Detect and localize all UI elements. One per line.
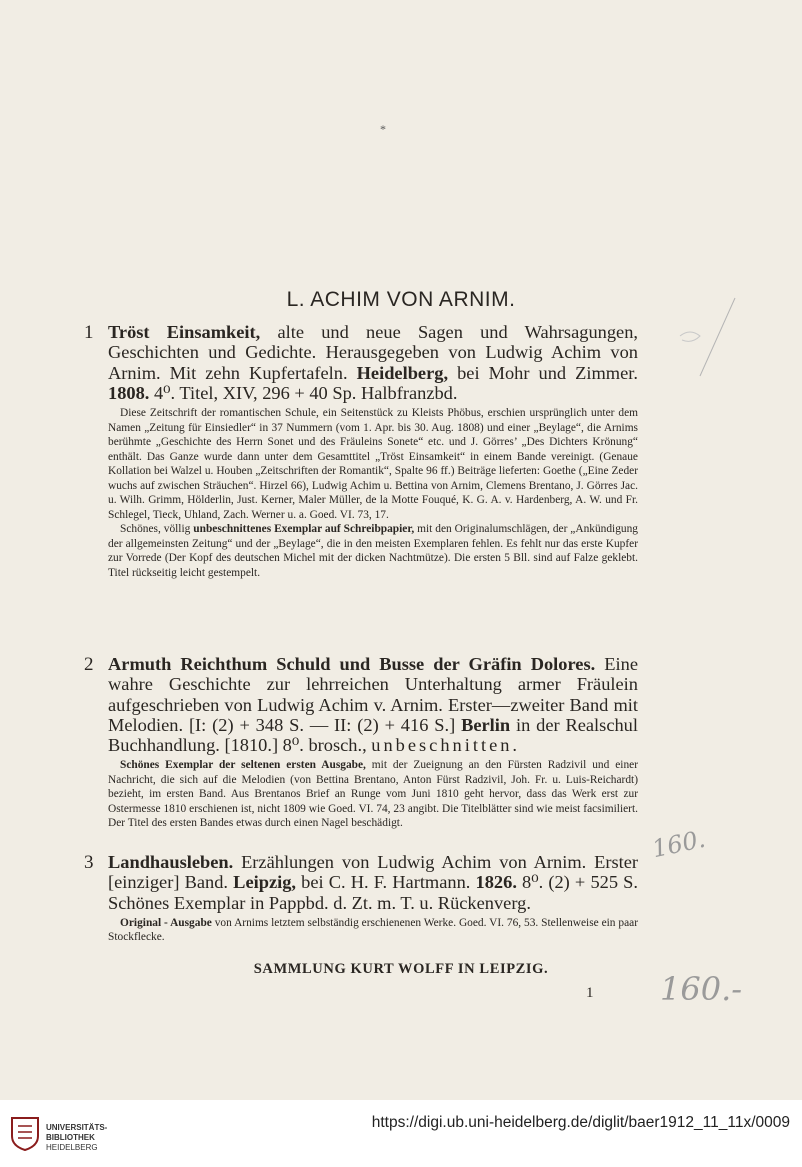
university-library-logo-icon	[10, 1116, 40, 1152]
page-footer: SAMMLUNG KURT WOLFF IN LEIPZIG.	[253, 961, 549, 977]
entry-year: 1826.	[475, 872, 517, 893]
entry-note: Schönes Exemplar der seltenen ersten Ausgabe, mit der Zueignung an den Fürsten Radzivil und einer Nachricht, die sich auf die Melodien (von Bettina Brentano, Anton Fürst Radzivil, Joh. Fr. u. Luis-Reichardt) bezieht, im ersten Band. Aus Brentanos Brief an Runge vom Juni 1810 geht hervor, dass das Werk erst zur Ostermesse 1810 erschienen ist, nicht 1809 wie Goed. VI. 74, 23 angibt. Die Titelblätter sind wie meist facsimiliert. Der Titel des ersten Bandes etwas durch einen Nagel beschädigt.	[108, 759, 638, 830]
pencil-price-annotation: 160.	[649, 824, 708, 864]
entry-note: Original - Ausgabe von Arnims letztem selbständig erschienenen Werke. Goed. VI. 76, 53. Stellenweise ein paar Stockflecke.	[108, 916, 638, 944]
section-heading: L. ACHIM VON ARNIM.	[286, 288, 516, 311]
entry-note: Diese Zeitschrift der romantischen Schule, ein Seitenstück zu Kleists Phöbus, erschien ursprünglich unter dem Namen „Zeitung für Einsiedler“ in 37 Nummern (vom 1. Apr. bis 30. Aug. 1808) und einer „Beylage“, die Arnims berühmte „Geschichte des Herrn Sonet und des Fräuleins Sonete“ etc. und J. Görres’ „Des Dichters Krönung“ enthält. Das Ganze wurde dann unter dem Gesamttitel „Tröst Einsamkeit“ in einem Bande vereinigt. (Genaue Kollation bei Walzel u. Houben „Zeitschriften der Romantik“, Spalte 96 ff.) Beiträge lieferten: Goethe („Eine Zeder wuchs auf zwischen Sträuchen“. Hirzel 66), Ludwig Achim u. Bettina von Arnim, Clemens Brentano, J. Görres Jac. u. Wilh. Grimm, Hölderlin, Just. Kerner, Maler Müller, de la Motte Fouqué, K. G. A. v. Hardenberg, A. W. und Fr. Schlegel, Tieck, Uhland, Zach. Werner u. a. Goed. VI. 73, 17.	[108, 407, 638, 521]
entry-title: Armuth Reichthum Schuld und Busse der Gräfin Dolores.	[108, 654, 596, 674]
catalog-entry-1	[84, 322, 638, 580]
viewer-footer-bar	[0, 1100, 802, 1167]
entry-place: Leipzig,	[233, 872, 297, 893]
pencil-scribble-icon	[640, 296, 740, 386]
entry-number: 2	[84, 654, 94, 675]
decorative-dot: *	[380, 122, 386, 136]
catalog-entry-2	[84, 654, 638, 831]
entry-title-block: Armuth Reichthum Schuld und Busse der Gräfin Dolores. Eine wahre Geschichte zur lehrreichen Unterhaltung armer Fräulein aufgeschrieben von Ludwig Achim v. Arnim. Erster—zweiter Band mit Melodien. [I: (2) + 348 S. — II: (2) + 416 S.] Berlin in der Realschul Buchhandlung. [1810.] 8⁰. brosch., unbeschnitten.	[108, 654, 638, 756]
entry-number: 1	[84, 322, 94, 343]
entry-title: Tröst Einsamkeit,	[108, 322, 261, 342]
entry-place: Berlin	[461, 714, 511, 735]
permalink-url[interactable]: https://digi.ub.uni-heidelberg.de/diglit/baer1912_11_11x/0009	[371, 1114, 790, 1131]
entry-number: 3	[84, 852, 94, 873]
entry-title: Landhausleben.	[108, 852, 234, 872]
library-name: UNIVERSITÄTS- BIBLIOTHEK HEIDELBERG	[46, 1123, 108, 1152]
entry-title-block: Tröst Einsamkeit, alte und neue Sagen und Wahrsagungen, Geschichten und Gedichte. Herausgegeben von Ludwig Achim von Arnim. Mit zehn Kupfertafeln. Heidelberg, bei Mohr und Zimmer. 1808. 4⁰. Titel, XIV, 296 + 40 Sp. Halbfranzbd.	[108, 322, 638, 403]
entry-title-block: Landhausleben. Erzählungen von Ludwig Achim von Arnim. Erster [einziger] Band. Leipzig, bei C. H. F. Hartmann. 1826. 8⁰. (2) + 525 S. Schönes Exemplar in Pappbd. d. Zt. m. T. u. Rückenverg.	[108, 852, 638, 913]
entry-condition-note: Schönes, völlig unbeschnittenes Exemplar auf Schreibpapier, mit den Originalumschlägen, der „Ankündigung der allgemeinsten Zeitung“ und der „Beylage“, die in den meisten Exemplaren fehlen. Es fehlt nur das erste Kupfer zur Vorrede (Der Kopf des deutschen Michel mit der dicken Nachtmütze). Die ersten 5 Bll. sind auf Falze geklebt. Titel rückseitig leicht gestempelt.	[108, 523, 638, 579]
entry-year: 1808.	[108, 382, 150, 403]
page-number: 1	[586, 985, 594, 1001]
entry-place: Heidelberg,	[356, 362, 449, 383]
catalog-entry-3	[84, 852, 638, 945]
pencil-price-annotation-bottom: 160.-	[660, 970, 743, 1008]
